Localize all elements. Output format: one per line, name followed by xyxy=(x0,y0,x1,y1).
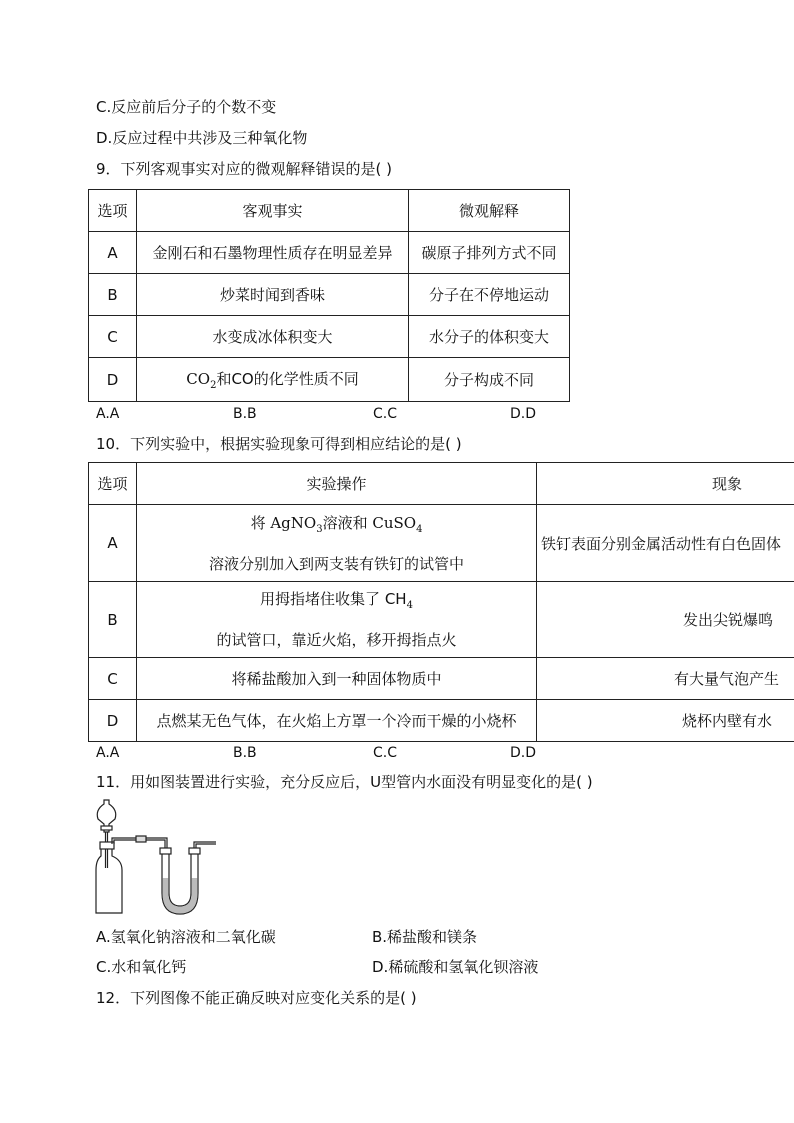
table-row xyxy=(89,700,794,742)
row-operation: 将稀盐酸加入到一种固体物质中 xyxy=(137,658,537,700)
row-phenomenon: 烧杯内壁有水 xyxy=(537,700,794,742)
row-phenomenon: 发出尖锐爆鸣 xyxy=(537,582,794,658)
header-option: 选项 xyxy=(89,463,137,505)
header-operation: 实验操作 xyxy=(137,463,537,505)
answer-c: C.C xyxy=(373,745,398,761)
row-phenomenon: 铁钉表面分别金属活动性有白色固体 xyxy=(537,505,794,582)
question-11: 11．用如图装置进行实验，充分反应后，U型管内水面没有明显变化的是( ) xyxy=(96,773,593,791)
question-10: 10．下列实验中，根据实验现象可得到相应结论的是( ) xyxy=(96,435,462,453)
option-11-d: D.稀硫酸和氢氧化钡溶液 xyxy=(372,958,539,976)
answer-d: D.D xyxy=(510,406,537,422)
answer-options-10 xyxy=(96,744,696,762)
row-fact: 金刚石和石墨物理性质存在明显差异 xyxy=(137,232,409,274)
row-option: C xyxy=(89,658,137,700)
table-question-10 xyxy=(88,462,794,742)
table-row xyxy=(89,358,570,402)
table-header-row xyxy=(89,190,570,232)
table-question-10-wrapper xyxy=(88,462,794,744)
option-c-text: C.反应前后分子的个数不变 xyxy=(96,98,277,116)
answer-options-9 xyxy=(96,405,696,423)
header-explanation: 微观解释 xyxy=(409,190,570,232)
table-question-9 xyxy=(88,189,570,402)
table-row xyxy=(89,658,794,700)
question-9: 9．下列客观事实对应的微观解释错误的是( ) xyxy=(96,160,393,178)
answer-b: B.B xyxy=(233,745,257,761)
option-d-text: D.反应过程中共涉及三种氧化物 xyxy=(96,129,308,147)
row-option: D xyxy=(89,700,137,742)
table-row xyxy=(89,232,570,274)
apparatus-figure xyxy=(92,798,222,920)
table-row xyxy=(89,582,794,658)
table-header-row xyxy=(89,463,794,505)
row-fact: 水变成冰体积变大 xyxy=(137,316,409,358)
row-operation: 将 AgNO$_3$溶液和 CuSO$_4$ 溶液分别加入到两支装有铁钉的试管中 xyxy=(137,505,537,582)
row-phenomenon: 有大量气泡产生 xyxy=(537,658,794,700)
table-row xyxy=(89,316,570,358)
answer-a: A.A xyxy=(96,745,120,761)
row-option: D xyxy=(89,358,137,402)
table-row xyxy=(89,274,570,316)
header-option: 选项 xyxy=(89,190,137,232)
row-option: B xyxy=(89,274,137,316)
row-operation: 点燃某无色气体，在火焰上方罩一个冷而干燥的小烧杯 xyxy=(137,700,537,742)
row-explanation: 分子构成不同 xyxy=(409,358,570,402)
row-option: A xyxy=(89,232,137,274)
option-11-c: C.水和氧化钙 xyxy=(96,958,187,976)
option-11-a: A.氢氧化钠溶液和二氧化碳 xyxy=(96,928,276,946)
header-fact: 客观事实 xyxy=(137,190,409,232)
option-11-b: B.稀盐酸和镁条 xyxy=(372,928,478,946)
row-explanation: 水分子的体积变大 xyxy=(409,316,570,358)
answer-a: A.A xyxy=(96,406,120,422)
row-option: C xyxy=(89,316,137,358)
question-12: 12．下列图像不能正确反映对应变化关系的是( ) xyxy=(96,989,417,1007)
row-fact: $CO_2$和CO的化学性质不同 xyxy=(137,358,409,402)
row-option: A xyxy=(89,505,137,582)
header-phenomenon: 现象 xyxy=(537,463,794,505)
table-row xyxy=(89,505,794,582)
row-operation: 用拇指堵住收集了 $CH_4$ 的试管口，靠近火焰，移开拇指点火 xyxy=(137,582,537,658)
row-fact: 炒菜时闻到香味 xyxy=(137,274,409,316)
row-explanation: 碳原子排列方式不同 xyxy=(409,232,570,274)
answer-b: B.B xyxy=(233,406,257,422)
row-option: B xyxy=(89,582,137,658)
answer-c: C.C xyxy=(373,406,398,422)
answer-d: D.D xyxy=(510,745,537,761)
row-explanation: 分子在不停地运动 xyxy=(409,274,570,316)
